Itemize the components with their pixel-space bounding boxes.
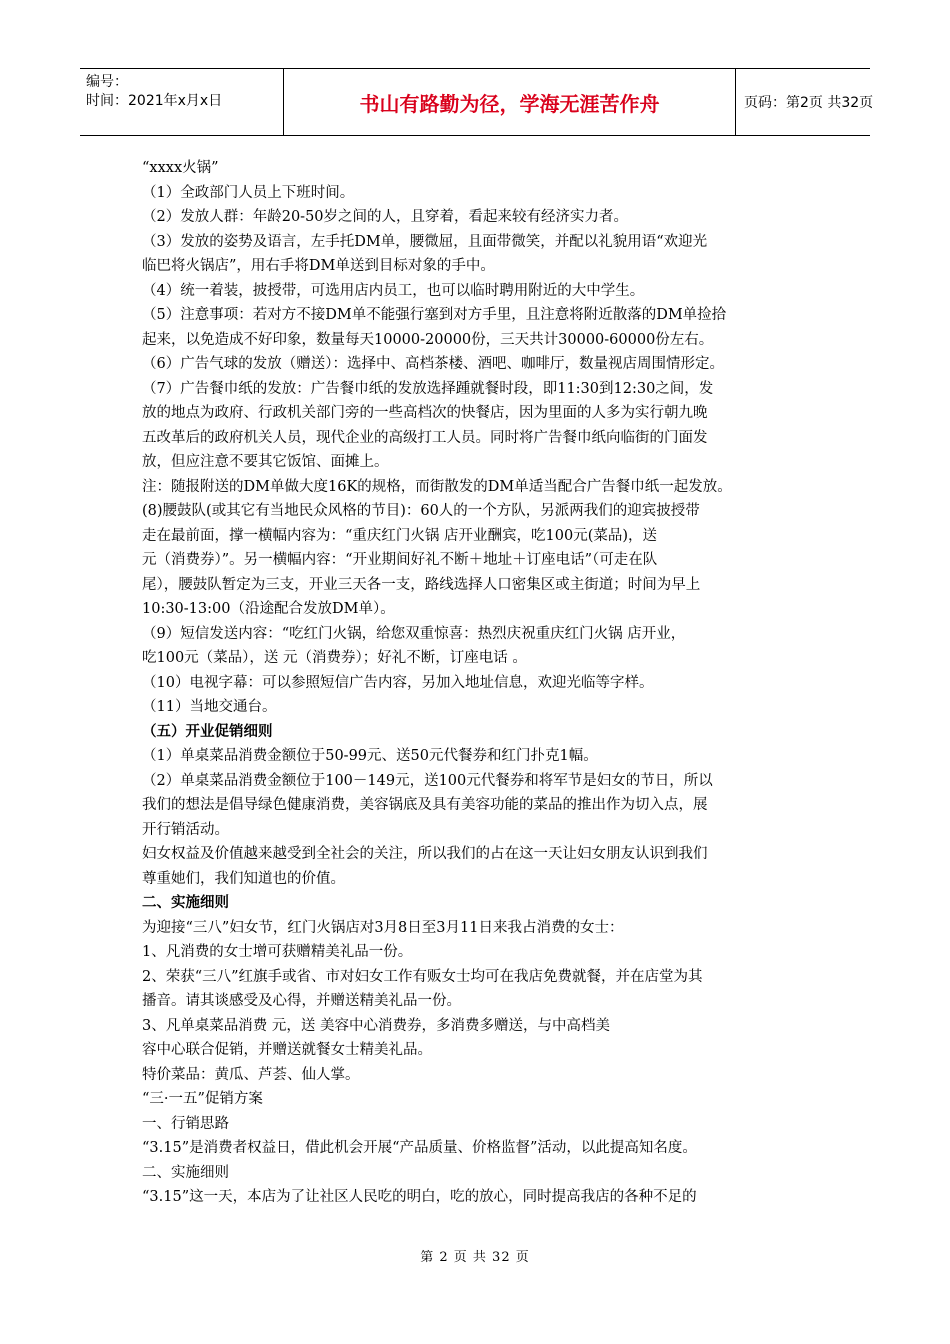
text-line: “3.15”是消费者权益日，借此机会开展“产品质量、价格监督”活动，以此提高知名度。 <box>142 1140 697 1156</box>
text-line: （4）统一着装，披授带，可选用店内员工，也可以临时聘用附近的大中学生。 <box>142 282 645 299</box>
text-line: （10）电视字幕：可以参照短信广告内容，另加入地址信息，欢迎光临等字样。 <box>142 674 654 691</box>
text-line: 我们的想法是倡导绿色健康消费，美容锅底及具有美容功能的菜品的推出作为切入点，展 <box>142 797 708 813</box>
text-line: 容中心联合促销，并赠送就餐女士精美礼品。 <box>142 1042 432 1058</box>
text-line: 临巴将火锅店”，用右手将DM单送到目标对象的手中。 <box>142 258 495 274</box>
text-line: 为迎接“三八”妇女节，红门火锅店对3月8日至3月11日来我占消费的女士： <box>142 919 624 936</box>
text-line: 10:30-13:00（沿途配合发放DM单）。 <box>142 601 395 617</box>
time-label: 时间：2021年x月x日 <box>86 93 223 109</box>
page-footer: 第 2 页 共 32 页 <box>420 1250 530 1265</box>
text-line: （7）广告餐巾纸的发放：广告餐巾纸的发放选择踵就餐时段，即11:30到12:30之间，发 <box>142 380 714 397</box>
text-line: 妇女权益及价值越来越受到全社会的关注，所以我们的占在这一天让妇女朋友认识到我们 <box>142 846 708 862</box>
text-line: （5）注意事项：若对方不接DM单不能强行塞到对方手里，且注意将附近散落的DM单捡拾 <box>142 307 727 323</box>
text-line: 吃100元（菜品），送 元（消费券）；好礼不断，订座电话 。 <box>142 650 527 666</box>
text-line: 播音。请其谈感受及心得，并赠送精美礼品一份。 <box>142 993 461 1009</box>
text-line: （2）发放人群：年龄20-50岁之间的人，且穿着，看起来较有经济实力者。 <box>142 209 629 225</box>
text-line: （9）短信发送内容：“吃红门火锅，给您双重惊喜：热烈庆祝重庆红门火锅 店开业， <box>142 625 686 642</box>
text-line: 特价菜品：黄瓜、芦荟、仙人掌。 <box>142 1066 360 1083</box>
text-line: 尾），腰鼓队暂定为三支，开业三天各一支，路线选择人口密集区或主街道；时间为早上 <box>142 576 701 593</box>
text-line: 五改革后的政府机关人员，现代企业的高级打工人员。同时将广告餐巾纸向临街的门面发 <box>142 429 708 446</box>
text-line: （2）单桌菜品消费金额位于100－149元，送100元代餐券和将军节是妇女的节日，所以 <box>142 772 713 789</box>
document-body <box>142 156 814 1210</box>
page-header <box>80 68 874 136</box>
text-line: 二、实施细则 <box>142 895 229 911</box>
text-line: （6）广告气球的发放（赠送）：选择中、高档茶楼、酒吧、咖啡厅，数量视店周围情形定。 <box>142 356 724 372</box>
text-line: （1）全政部门人员上下班时间。 <box>142 184 355 201</box>
header-page-number: 页码：第2页 共32页 <box>744 95 874 111</box>
text-line: （五）开业促销细则 <box>142 723 273 740</box>
text-line: 放，但应注意不要其它饭馆、面摊上。 <box>142 454 389 470</box>
text-line: “三·一五”促销方案 <box>142 1091 263 1107</box>
text-line: 2、荣获“三八”红旗手或省、市对妇女工作有贩女士均可在我店免费就餐，并在店堂为其 <box>142 968 703 985</box>
text-line: “3.15”这一天，本店为了让社区人民吃的明白，吃的放心，同时提高我店的各种不足的 <box>142 1189 697 1205</box>
text-line: 元（消费券）”。另一横幅内容：“开业期间好礼不断＋地址＋订座电话”（可走在队 <box>142 552 658 568</box>
text-line: 开行销活动。 <box>142 821 229 838</box>
text-line: “xxxx火锅” <box>142 160 219 176</box>
text-line: 放的地点为政府、行政机关部门旁的一些高档次的快餐店，因为里面的人多为实行朝九晚 <box>142 405 708 421</box>
text-line: 一、行销思路 <box>142 1115 229 1132</box>
header-meta <box>80 69 284 135</box>
text-line: 走在最前面，撑一横幅内容为：“重庆红门火锅 店开业酬宾，吃100元(菜品)，送 <box>142 527 658 544</box>
text-line: 注：随报附送的DM单做大度16K的规格，而街散发的DM单适当配合广告餐巾纸一起发放。 <box>142 478 732 495</box>
text-line: 尊重她们，我们知道也的价值。 <box>142 870 345 887</box>
code-label: 编号： <box>86 74 128 90</box>
text-line: 1、凡消费的女士增可获赠精美礼品一份。 <box>142 944 413 960</box>
text-line: 起来，以免造成不好印象，数量每天10000-20000份，三天共计30000-60000份左右。 <box>142 331 714 348</box>
text-line: 二、实施细则 <box>142 1164 229 1181</box>
text-line: （1）单桌菜品消费金额位于50-99元、送50元代餐券和红门扑克1幅。 <box>142 748 598 764</box>
header-motto: 书山有路勤为径，学海无涯苦作舟 <box>284 69 736 135</box>
text-line: (8)腰鼓队(或其它有当地民众风格的节目)：60人的一个方队，另派两我们的迎宾披授带 <box>142 503 700 519</box>
text-line: （3）发放的姿势及语言，左手托DM单，腰微屈，且面带微笑，并配以礼貌用语“欢迎光 <box>142 233 708 250</box>
text-line: （11）当地交通台。 <box>142 699 277 715</box>
text-line: 3、凡单桌菜品消费 元，送 美容中心消费券，多消费多赠送，与中高档美 <box>142 1017 610 1034</box>
